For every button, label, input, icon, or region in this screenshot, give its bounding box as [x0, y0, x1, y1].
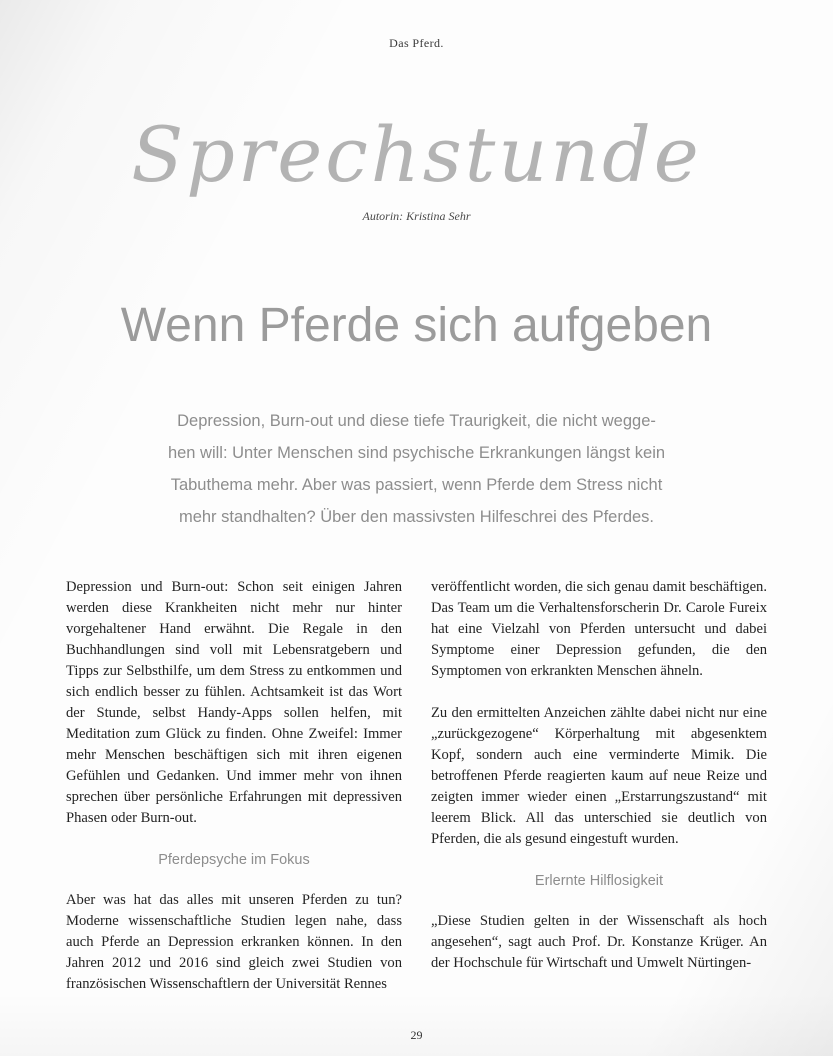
body-paragraph: Zu den ermittelten Anzeichen zählte dabei nicht nur eine „zurückgezogene“ Körperhaltung mit abgesenktem Kopf, sondern auch eine verminderte Mimik. Die betroffenen Pferde reagierten kaum auf neue Reize und zeigten immer wieder einen „Erstarrungszustand“ mit leerem Blick. All das unterschied sie deutlich von Pferden, die als gesund eingestuft wurden.: [431, 705, 767, 847]
article-headline: Wenn Pferde sich aufgeben: [120, 299, 713, 352]
body-paragraph: Aber was hat das alles mit unseren Pferden zu tun? Moderne wissenschaftliche Studien legen nahe, dass auch Pferde an Depression erkranken können. In den Jahren 2012 und 2016 sind gleich zwei Studien von französischen Wissenschaftlern der Universität Rennes: [66, 892, 402, 992]
author-byline: Autorin: Kristina Sehr: [362, 209, 471, 223]
right-column: [431, 577, 767, 1016]
body-paragraph: „Diese Studien gelten in der Wissenschaft als hoch angesehen“, sagt auch Prof. Dr. Konstanze Krüger. An der Hochschule für Wirtschaft und Umwelt Nürtingen-: [431, 913, 767, 971]
left-column: [66, 577, 402, 1016]
subheading-hilflosigkeit: Erlernte Hilflosigkeit: [534, 873, 664, 889]
body-paragraph: Depression und Burn-out: Schon seit einigen Jahren werden diese Krankheiten nicht mehr nur hinter vorgehaltener Hand erwähnt. Die Regale in den Buchhandlungen sind voll mit Lebensratgebern und Tipps zur Selbsthilfe, um dem Stress zu entkommen und sich endlich besser zu fühlen. Achtsamkeit ist das Wort der Stunde, selbst Handy-Apps sollen helfen, mit Meditation zum Glück zu finden. Ohne Zweifel: Immer mehr Menschen beschäftigen sich mit ihren eigenen Gefühlen und Gedanken. Und immer mehr von ihnen sprechen über persönliche Erfahrungen mit depressiven Phasen oder Burn-out.: [66, 579, 402, 826]
article-body: [66, 577, 767, 1016]
page-number: 29: [410, 1028, 423, 1042]
intro-line: Depression, Burn-out und diese tiefe Traurigkeit, die nicht wegge-: [177, 412, 656, 430]
intro-line: Tabuthema mehr. Aber was passiert, wenn Pferde dem Stress nicht: [170, 476, 663, 494]
page-header: [0, 0, 833, 51]
magazine-title: Das Pferd.: [389, 36, 444, 50]
subheading-pferdepsyche: Pferdepsyche im Fokus: [158, 852, 310, 868]
page-footer: [0, 1026, 833, 1044]
intro-line: mehr standhalten? Über den massivsten Hilfeschrei des Pferdes.: [178, 508, 655, 526]
article-intro: [152, 405, 682, 533]
intro-line: hen will: Unter Menschen sind psychische Erkrankungen längst kein: [167, 444, 666, 462]
section-script-title: Sprechstunde: [131, 110, 702, 199]
body-paragraph: veröffentlicht worden, die sich genau damit beschäftigen. Das Team um die Verhaltensforscherin Dr. Carole Fureix hat eine Vielzahl von Pferden untersucht und dabei Symptome einer Depression gefunden, die den Symptomen von erkrankten Menschen ähneln.: [431, 579, 767, 679]
